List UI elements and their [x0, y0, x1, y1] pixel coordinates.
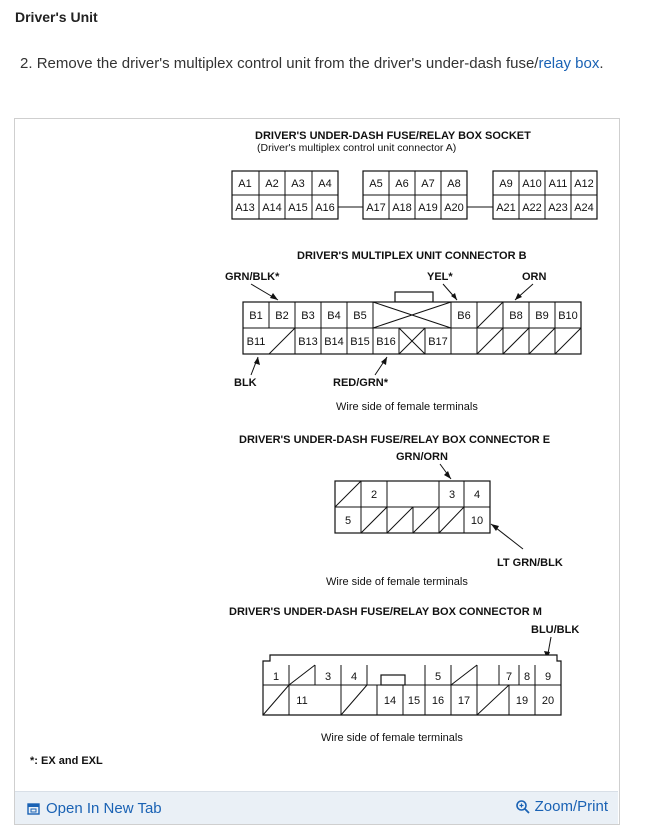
image-action-bar	[15, 791, 618, 824]
pin-label: A18	[392, 202, 412, 214]
pin-label: A23	[548, 202, 568, 214]
pin-label: 3	[448, 489, 456, 501]
step-text: Remove the driver's multiplex control unit from the driver's under-dash fuse/	[36, 55, 539, 72]
connector-m-title: DRIVER'S UNDER-DASH FUSE/RELAY BOX CONNECTOR M	[229, 606, 542, 618]
connector-e-title: DRIVER'S UNDER-DASH FUSE/RELAY BOX CONNECTOR E	[239, 434, 551, 446]
pin-label: B10	[558, 310, 578, 322]
pin-label: 9	[544, 671, 552, 683]
pin-label: 7	[505, 671, 513, 683]
pin-label: 19	[515, 695, 529, 707]
wire-label-ltgrn-blk: LT GRN/BLK	[497, 557, 563, 569]
connector-m-note: Wire side of female terminals	[321, 732, 463, 744]
pin-label: 2	[370, 489, 378, 501]
pin-label: 14	[383, 695, 397, 707]
relay-box-link[interactable]: relay box	[538, 55, 600, 72]
section-title: Driver's Unit	[15, 9, 98, 25]
socket-a-title: DRIVER'S UNDER-DASH FUSE/RELAY BOX SOCKET	[255, 130, 531, 142]
pin-label: 8	[523, 671, 531, 683]
zoom-icon	[515, 799, 531, 815]
pin-label: A12	[574, 178, 594, 190]
pin-label: 1	[272, 671, 280, 683]
pin-label: A1	[238, 178, 252, 190]
wiring-diagram	[14, 118, 620, 825]
pin-label: 17	[457, 695, 471, 707]
connector-b-note: Wire side of female terminals	[336, 401, 478, 413]
connector-e-note: Wire side of female terminals	[326, 576, 468, 588]
pin-label: B2	[275, 310, 289, 322]
pin-label: A9	[499, 178, 513, 190]
open-in-new-tab-label: Open In New Tab	[46, 800, 162, 817]
socket-a	[232, 171, 597, 219]
wire-label-orn: ORN	[522, 271, 547, 283]
pin-label: B11	[246, 336, 266, 348]
pin-label: A4	[318, 178, 332, 190]
pin-label: 10	[470, 515, 484, 527]
pin-label: B9	[535, 310, 549, 322]
pin-label: 20	[541, 695, 555, 707]
pin-label: A15	[288, 202, 308, 214]
connector-b	[243, 284, 581, 375]
pin-label: 5	[434, 671, 442, 683]
pin-label: 15	[407, 695, 421, 707]
pin-label: 4	[350, 671, 358, 683]
zoom-print-button[interactable]	[515, 798, 608, 815]
pin-label: 4	[473, 489, 481, 501]
wire-label-blk: BLK	[234, 377, 257, 389]
step-end: .	[599, 55, 604, 72]
pin-label: A24	[574, 202, 594, 214]
socket-a-subtitle: (Driver's multiplex control unit connector A)	[257, 142, 457, 154]
pin-label: A8	[447, 178, 461, 190]
connector-e	[335, 464, 523, 549]
pin-label: A19	[418, 202, 438, 214]
pin-label: A5	[369, 178, 383, 190]
wire-label-grn-orn: GRN/ORN	[396, 451, 448, 463]
open-new-tab-icon	[27, 802, 40, 815]
pin-label: A6	[395, 178, 409, 190]
pin-label: B15	[350, 336, 370, 348]
footnote: *: EX and EXL	[30, 755, 103, 767]
pin-label: 16	[431, 695, 445, 707]
wire-label-yel: YEL*	[427, 271, 453, 283]
pin-label: B14	[324, 336, 344, 348]
pin-label: B6	[457, 310, 471, 322]
pin-label: A10	[522, 178, 542, 190]
pin-label: B3	[301, 310, 315, 322]
pin-label: A14	[262, 202, 282, 214]
wire-label-red-grn: RED/GRN*	[333, 377, 389, 389]
pin-label: A2	[265, 178, 279, 190]
pin-label: B4	[327, 310, 341, 322]
connector-b-title: DRIVER'S MULTIPLEX UNIT CONNECTOR B	[297, 250, 527, 262]
pin-label: A17	[366, 202, 386, 214]
instruction-step	[20, 55, 604, 72]
pin-label: 11	[296, 695, 308, 707]
step-number: 2.	[20, 55, 33, 72]
pin-label: A20	[444, 202, 464, 214]
pin-label: B13	[298, 336, 318, 348]
pin-label: A3	[291, 178, 305, 190]
pin-label: 5	[344, 515, 352, 527]
wire-label-grn-blk: GRN/BLK*	[225, 271, 280, 283]
pin-label: A13	[235, 202, 255, 214]
pin-label: A21	[496, 202, 516, 214]
pin-label: B8	[509, 310, 523, 322]
wire-label-blu-blk: BLU/BLK	[531, 624, 580, 636]
pin-label: B5	[353, 310, 367, 322]
pin-label: A22	[522, 202, 542, 214]
pin-label: A16	[315, 202, 335, 214]
zoom-print-label: Zoom/Print	[534, 798, 608, 815]
pin-label: B1	[249, 310, 263, 322]
pin-label: B17	[428, 336, 448, 348]
open-in-new-tab-button[interactable]	[27, 800, 162, 817]
pin-label: A7	[421, 178, 435, 190]
pin-label: A11	[548, 178, 568, 190]
pin-label: 3	[324, 671, 332, 683]
pin-label: B16	[376, 336, 396, 348]
